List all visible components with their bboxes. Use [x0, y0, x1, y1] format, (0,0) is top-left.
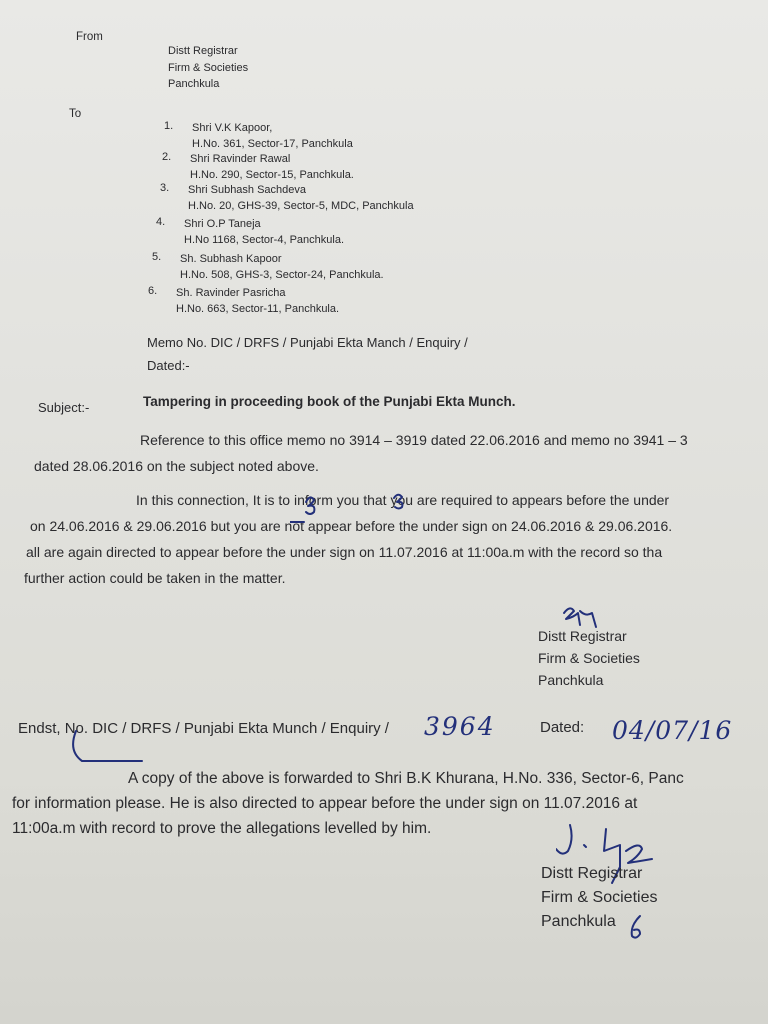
recipient-address: H.No 1168, Sector-4, Panchkula. [184, 234, 344, 246]
copy-para-line2: for information please. He is also directed to appear before the under sign on 11.07.2016 at [12, 795, 638, 812]
ink-mark [624, 914, 648, 942]
recipient-number: 1. [164, 120, 174, 132]
endorsement-number: Endst, No. DIC / DRFS / Punjabi Ekta Munch / Enquiry / [18, 720, 389, 737]
signature1-line3: Panchkula [538, 672, 604, 688]
from-line-2: Firm & Societies [168, 61, 249, 74]
recipient-name: Shri V.K Kapoor, [192, 122, 273, 134]
para2-line2: on 24.06.2016 & 29.06.2016 but you are not appear before the under sign on 24.06.2016 & 29.06.2016. [30, 518, 673, 534]
recipient-number: 3. [160, 182, 170, 194]
copy-para-line1: A copy of the above is forwarded to Shri B.K Khurana, H.No. 336, Sector-6, Panc [128, 770, 684, 787]
signature2-line3: Panchkula [541, 913, 616, 930]
subject-text: Tampering in proceeding book of the Punjabi Ekta Munch. [143, 394, 516, 409]
recipient-address: H.No. 20, GHS-39, Sector-5, MDC, Panchkula [188, 200, 414, 212]
handwritten-memo-number: 3964 [424, 712, 496, 741]
signature1-line2: Firm & Societies [538, 650, 640, 666]
recipient-address: H.No. 663, Sector-11, Panchkula. [176, 303, 340, 315]
signature2-line2: Firm & Societies [541, 889, 658, 906]
recipient-number: 4. [156, 216, 166, 228]
handwritten-date: 04/07/16 [612, 716, 733, 745]
recipient-number: 2. [162, 151, 172, 163]
recipient-name: Sh. Ravinder Pasricha [176, 287, 286, 299]
ink-underline-stroke [66, 727, 156, 767]
memo-block [147, 331, 468, 377]
from-address [168, 43, 248, 93]
ink-corrections [290, 488, 430, 528]
recipient-address: H.No. 290, Sector-15, Panchkula. [190, 169, 354, 181]
recipient-address: H.No. 508, GHS-3, Sector-24, Panchkula. [180, 269, 384, 281]
copy-para-line3: 11:00a.m with record to prove the allegations levelled by him. [12, 820, 432, 837]
para2-line4: further action could be taken in the matter. [24, 570, 286, 586]
from-line-3: Panchkula [168, 78, 220, 90]
recipient-address: H.No. 361, Sector-17, Panchkula [192, 138, 353, 150]
para1-line2: dated 28.06.2016 on the subject noted above. [34, 458, 319, 474]
para2-line1: In this connection, It is to inform you that you are required to appears before the under [136, 492, 670, 508]
recipient-name: Sh. Subhash Kapoor [180, 253, 282, 265]
endorsement-dated-label: Dated: [540, 719, 585, 736]
memo-dated: Dated:- [147, 358, 190, 373]
para2-line3: all are again directed to appear before the under sign on 11.07.2016 at 11:00a.m with the record so tha [26, 544, 663, 560]
memo-number: Memo No. DIC / DRFS / Punjabi Ekta Manch / Enquiry / [147, 335, 468, 350]
signature1-line1: Distt Registrar [538, 628, 627, 644]
from-line-1: Distt Registrar [168, 45, 238, 57]
signature2-line1: Distt Registrar [541, 865, 643, 882]
subject-label: Subject:- [38, 400, 90, 415]
from-label: From [76, 31, 103, 43]
recipient-name: Shri O.P Taneja [184, 218, 261, 230]
recipient-number: 6. [148, 285, 158, 297]
para1-line1: Reference to this office memo no 3914 – 3919 dated 22.06.2016 and memo no 3941 – 3 [140, 432, 688, 448]
recipient-number: 5. [152, 251, 162, 263]
recipient-name: Shri Subhash Sachdeva [188, 184, 307, 196]
signature-block-1 [538, 625, 640, 691]
recipient-name: Shri Ravinder Rawal [190, 153, 291, 165]
to-label: To [69, 108, 82, 120]
